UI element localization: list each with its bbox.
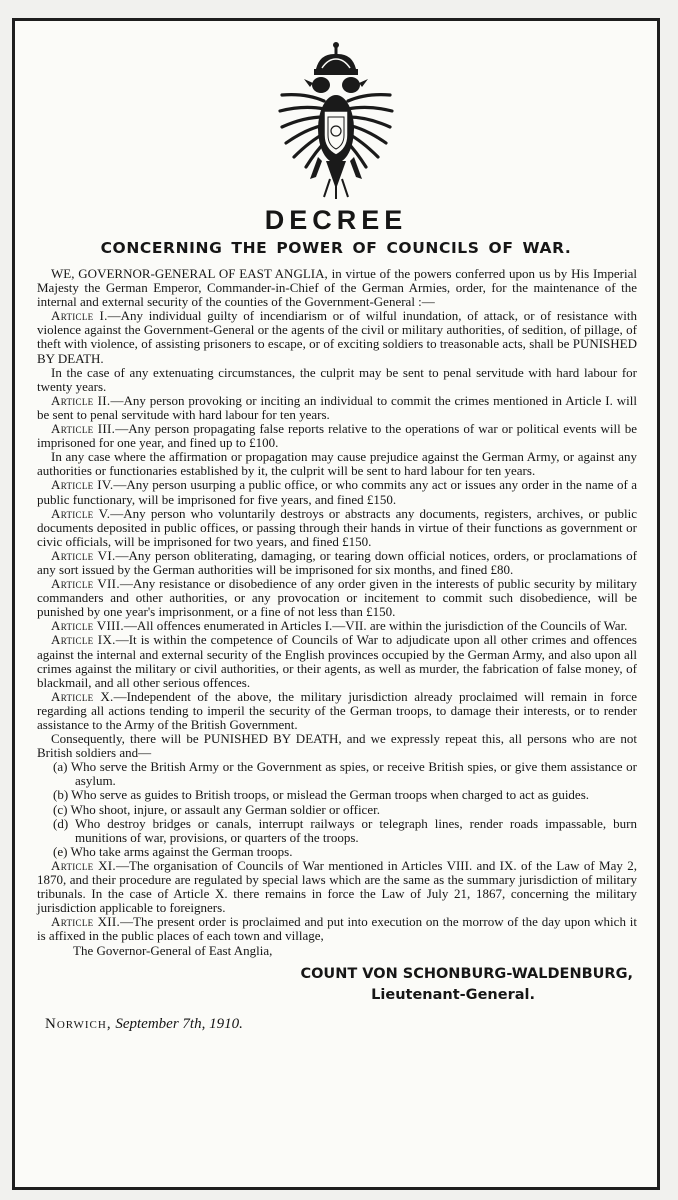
- decree-subtitle: CONCERNING THE POWER OF COUNCILS OF WAR.: [100, 239, 572, 257]
- article-2: Article II.—Any person provoking or inciting an individual to commit the crimes mentioned in Article I. will be sent to penal servitude with hard labour for ten years.: [37, 392, 637, 422]
- article-label: Article IX.: [51, 632, 116, 648]
- article-label: Article XI.: [51, 857, 116, 873]
- article-11: Article XI.—The organisation of Councils of War mentioned in Articles VIII. and IX. of the Law of May 2, 1870, and their procedure are regulated by special laws which are the same as the summary jurisdiction of military tribunals. In the case of Article X. there remains in force the Law of July 21, 1867, concerning the military jurisdiction applicable to foreigners.: [37, 857, 637, 916]
- article-10: Article X.—Independent of the above, the military jurisdiction already proclaimed will remain in force regarding all actions tending to imperil the security of the German troops, to damage their interests, or to render assistance to the Army of the British Government.: [37, 688, 637, 732]
- article-label: Article I.: [51, 308, 108, 324]
- list-item: (c) Who shoot, injure, or assault any German soldier or officer.: [53, 801, 380, 817]
- list-item: (d) Who destroy bridges or canals, interrupt railways or telegraph lines, render roads impassable, burn munitions of war, provisions, or quarters of the troops.: [53, 815, 637, 845]
- article-label: Article III.: [51, 421, 116, 437]
- article-12: Article XII.—The present order is proclaimed and put into execution on the morrow of the day upon which it is affixed in the public places of each town and village,: [37, 914, 637, 944]
- article-label: Article VII.: [51, 576, 120, 592]
- article-1-extenuating: In the case of any extenuating circumstances, the culprit may be sent to penal servitude with hard labour for twenty years.: [37, 364, 637, 394]
- list-item: (e) Who take arms against the German troops.: [53, 843, 293, 859]
- dateline: [15, 1016, 657, 1033]
- decree-body: [15, 267, 657, 958]
- signatory-name: COUNT VON SCHONBURG-WALDENBURG,: [300, 965, 633, 982]
- article-9: Article IX.—It is within the competence of Councils of War to adjudicate upon all other crimes and offences against the internal and external security of the English provinces occupied by the German Army, and also upon all crimes against the military or civil authorities, or their agents, as well as murder, the fabrication of false money, of blackmail, and all other serious offences.: [37, 632, 637, 690]
- article-label: Article XII.: [51, 914, 121, 930]
- article-3-prejudice: In any case where the affirmation or propagation may cause prejudice against the German Army, or against any authorities or functionaries established by it, the culprit will be sent to hard labour for ten years.: [37, 449, 637, 479]
- article-3: Article III.—Any person propagating false reports relative to the operations of war or political events will be imprisoned for one year, and fined up to £100.: [37, 421, 637, 451]
- article-5: Article V.—Any person who voluntarily destroys or abstracts any documents, registers, archives, or public documents deposited in public offices, or passing through their hands in virtue of their functions as government or civic officials, will be imprisoned for two years, and fined £150.: [37, 505, 637, 549]
- intro-lead: WE, GOVERNOR-GENERAL OF EAST ANGLIA,: [51, 266, 328, 281]
- article-label: Article IV.: [51, 477, 114, 493]
- signatory-rank: Lieutenant-General.: [371, 986, 535, 1003]
- consequently-paragraph: Consequently, there will be PUNISHED BY DEATH, and we expressly repeat this, all persons who are not British soldiers and—: [37, 731, 637, 761]
- article-label: Article VIII.: [51, 618, 124, 634]
- list-item: (b) Who serve as guides to British troops, or mislead the German troops when charged to act as guides.: [53, 787, 590, 803]
- article-label: Article V.: [51, 505, 111, 521]
- place-name: Norwich,: [45, 1015, 112, 1032]
- article-label: Article X.: [51, 688, 114, 704]
- intro-text: in virtue of the powers conferred upon us by His Imperial Majesty the German Emperor, Commander-in-Chief of the German Armies, order, for the maintenance of the internal and external security of the counties of the Government-General :—: [37, 266, 637, 310]
- article-6: Article VI.—Any person obliterating, damaging, or tearing down official notices, orders, or proclamations of any sort issued by the German authorities will be imprisoned for six months, and fined £80.: [37, 547, 637, 577]
- decree-title: DECREE: [264, 205, 408, 235]
- list-item: (a) Who serve the British Army or the Government as spies, or receive British spies, or give them assistance or asylum.: [53, 759, 637, 789]
- article-label: Article II.: [51, 392, 111, 408]
- issue-date: September 7th, 1910.: [115, 1015, 243, 1032]
- article-label: Article VI.: [51, 547, 116, 563]
- imperial-eagle-icon: [276, 39, 396, 201]
- article-1: Article I.—Any individual guilty of incendiarism or of wilful inundation, of attack, or of resistance with violence against the Government-General or the agents of the civil or military authorities, of sedition, of pillage, of theft with violence, of assisting prisoners to escape, or of exciting soldiers to treasonable acts, shall be PUNISHED BY DEATH.: [37, 308, 637, 366]
- signature-block: [15, 964, 657, 1006]
- punishable-persons-list: [37, 760, 637, 859]
- article-8: Article VIII.—All offences enumerated in Articles I.—VII. are within the jurisdiction of the Councils of War.: [51, 618, 628, 634]
- article-7: Article VII.—Any resistance or disobedience of any order given in the interests of public security by military commanders and other authorities, or any provocation or incitement to commit such disobedience, will be punished by one year's imprisonment, or a fine of not less than £150.: [37, 576, 637, 620]
- issuer-line: The Governor-General of East Anglia,: [73, 942, 273, 958]
- intro-paragraph: [37, 267, 637, 309]
- article-4: Article IV.—Any person usurping a public office, or who commits any act or issues any order in the name of a public functionary, will be imprisoned for five years, and fined £150.: [37, 477, 638, 507]
- decree-poster: [12, 18, 660, 1190]
